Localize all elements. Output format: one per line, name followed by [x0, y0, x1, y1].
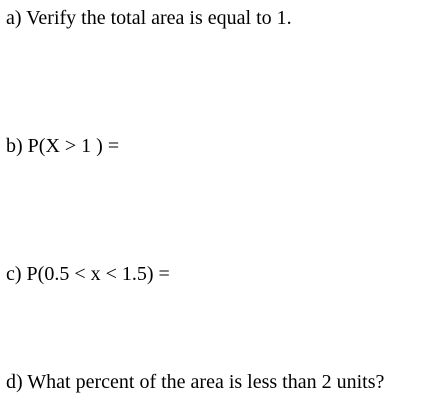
question-c: c) P(0.5 < x < 1.5) =	[6, 263, 170, 285]
question-a: a) Verify the total area is equal to 1.	[6, 7, 292, 29]
question-b: b) P(X > 1 ) =	[6, 135, 120, 157]
question-d: d) What percent of the area is less than 2 units?	[6, 371, 385, 393]
